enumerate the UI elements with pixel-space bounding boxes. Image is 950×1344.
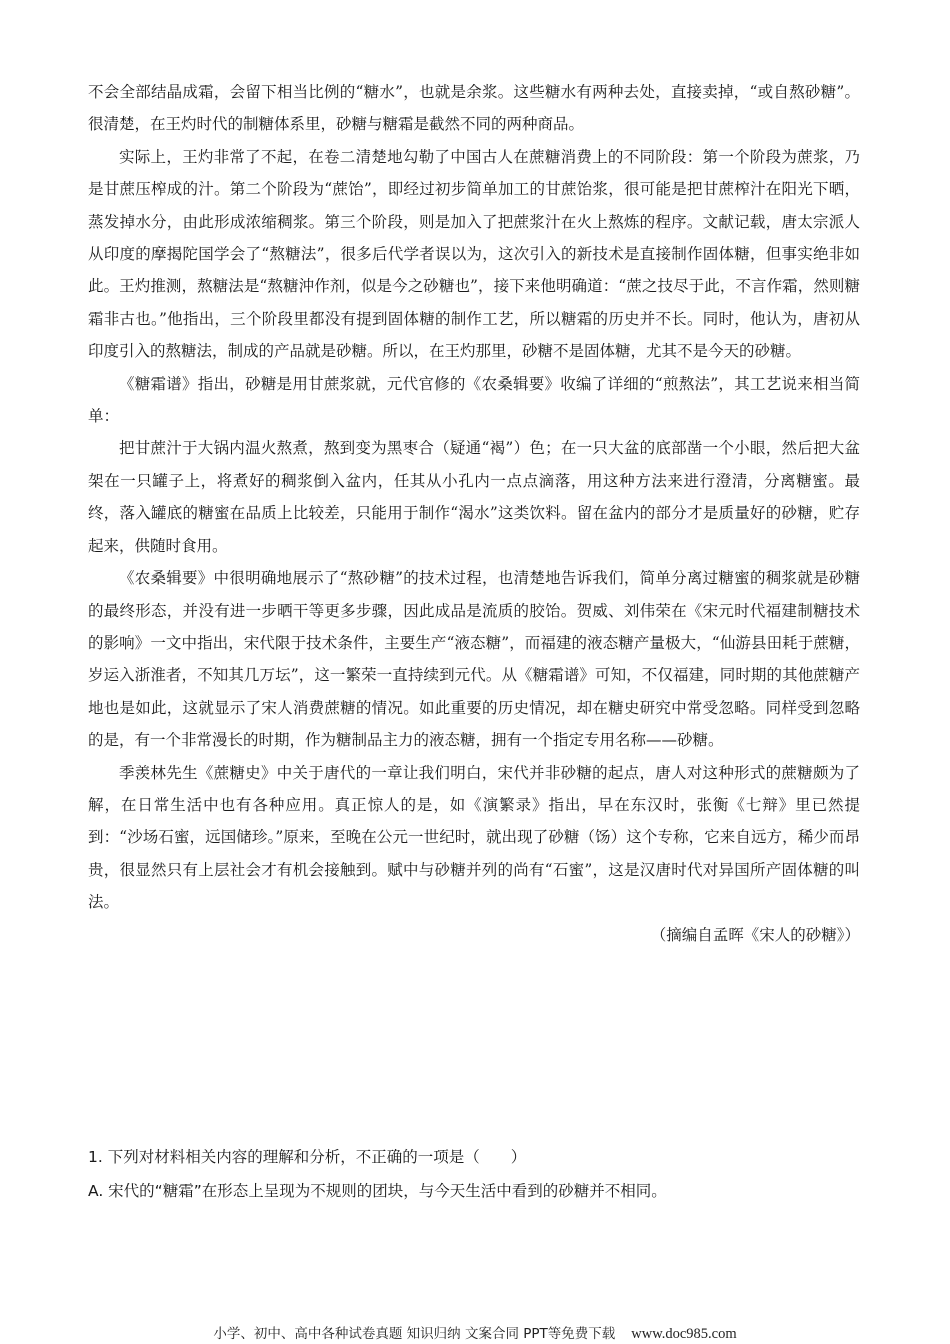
- paragraph-wangzhuo-stages: 实际上，王灼非常了不起，在卷二清楚地勾勒了中国古人在蔗糖消费上的不同阶段：第一个阶段为蔗浆，乃是甘蔗压榨成的汁。第二个阶段为“蔗饴”，即经过初步简单加工的甘蔗饴浆，很可能是把甘蔗榨汁在阳光下晒，蒸发掉水分，由此形成浓缩稠浆。第三个阶段，则是加入了把蔗浆汁在火上熬炼的程序。文献记载，唐太宗派人从印度的摩揭陀国学会了“熬糖法”，很多后代学者误以为，这次引入的新技术是直接制作固体糖，但事实绝非如此。王灼推测，熬糖法是“熬糖沖作剂，似是今之砂糖也”，接下来他明确道：“蔗之技尽于此，不言作霜，然则糖霜非古也。”他指出，三个阶段里都没有提到固体糖的制作工艺，所以糖霜的历史并不长。同时，他认为，唐初从印度引入的熬糖法，制成的产品就是砂糖。所以，在王灼那里，砂糖不是固体糖，尤其不是今天的砂糖。: [88, 147, 860, 361]
- question-stem: 1. 下列对材料相关内容的理解和分析，不正确的一项是（ ）: [88, 1148, 527, 1166]
- paragraph-nongsang: 《农桑辑要》中很明确地展示了“熬砂糖”的技术过程，也清楚地告诉我们，简单分离过糖蜜的稠浆就是砂糖的最终形态，并没有进一步晒干等更多步骤，因此成品是流质的胶饴。贺威、刘伟荣在《宋元时代福建制糖技术的影响》一文中指出，宋代限于技术条件，主要生产“液态糖”，而福建的液态糖产量极大，“仙游县田耗于蔗糖，岁运入浙淮者，不知其几万坛”，这一繁荣一直持续到元代。从《糖霜谱》可知，不仅福建，同时期的其他蔗糖产地也是如此，这就显示了宋人消费蔗糖的情况。如此重要的历史情况，却在糖史研究中常受忽略。同样受到忽略的是，有一个非常漫长的时期，作为糖制品主力的液态糖，拥有一个指定专用名称——砂糖。: [88, 569, 860, 750]
- paragraph-continuation: 不会全部结晶成霜，会留下相当比例的“糖水”，也就是余浆。这些糖水有两种去处，直接卖掉，“或自熬砂糖”。很清楚，在王灼时代的制糖体系里，砂糖与糖霜是截然不同的两种商品。: [88, 83, 860, 134]
- footer-url[interactable]: www.doc985.com: [631, 1326, 737, 1342]
- paragraph-tangshuangpu: 《糖霜谱》指出，砂糖是用甘蔗浆就，元代官修的《农桑辑要》收编了详细的“煎熬法”，其工艺说来相当简单：: [88, 374, 860, 426]
- footer-text: 小学、初中、高中各种试卷真题 知识归纳 文案合同 PPT等免费下载: [213, 1326, 616, 1342]
- paragraph-process-quote: 把甘蔗汁于大锅内温火熬煮，熬到变为黑枣合（疑通“褐”）色；在一只大盆的底部凿一个小眼，然后把大盆架在一只罐子上，将煮好的稠浆倒入盆内，任其从小孔内一点点滴落，用这种方法来进行澄清，分离糖蜜。最终，落入罐底的糖蜜在品质上比较差，只能用于制作“渴水”这类饮料。留在盆内的部分才是质量好的砂糖，贮存起来，供随时食用。: [88, 439, 860, 555]
- question-section: [88, 1140, 860, 1208]
- option-a: A. 宋代的“糖霜”在形态上呈现为不规则的团块，与今天生活中看到的砂糖并不相同。: [88, 1182, 667, 1200]
- paragraph-jixianlin: 季羡林先生《蔗糖史》中关于唐代的一章让我们明白，宋代并非砂糖的起点，唐人对这种形式的蔗糖颇为了解，在日常生活中也有各种应用。真正惊人的是，如《演繁录》指出，早在东汉时，张衡《七辩》里已然提到：“沙场石蜜，远国储珍。”原来，至晚在公元一世纪时，就出现了砂糖（饧）这个专称，它来自远方，稀少而昂贵，很显然只有上层社会才有机会接触到。赋中与砂糖并列的尚有“石蜜”，这是汉唐时代对异国所产固体糖的叫法。: [88, 763, 860, 912]
- article-body: [88, 76, 860, 951]
- page-footer: [0, 1322, 950, 1343]
- source-citation: （摘编自孟晖《宋人的砂糖》）: [650, 925, 860, 944]
